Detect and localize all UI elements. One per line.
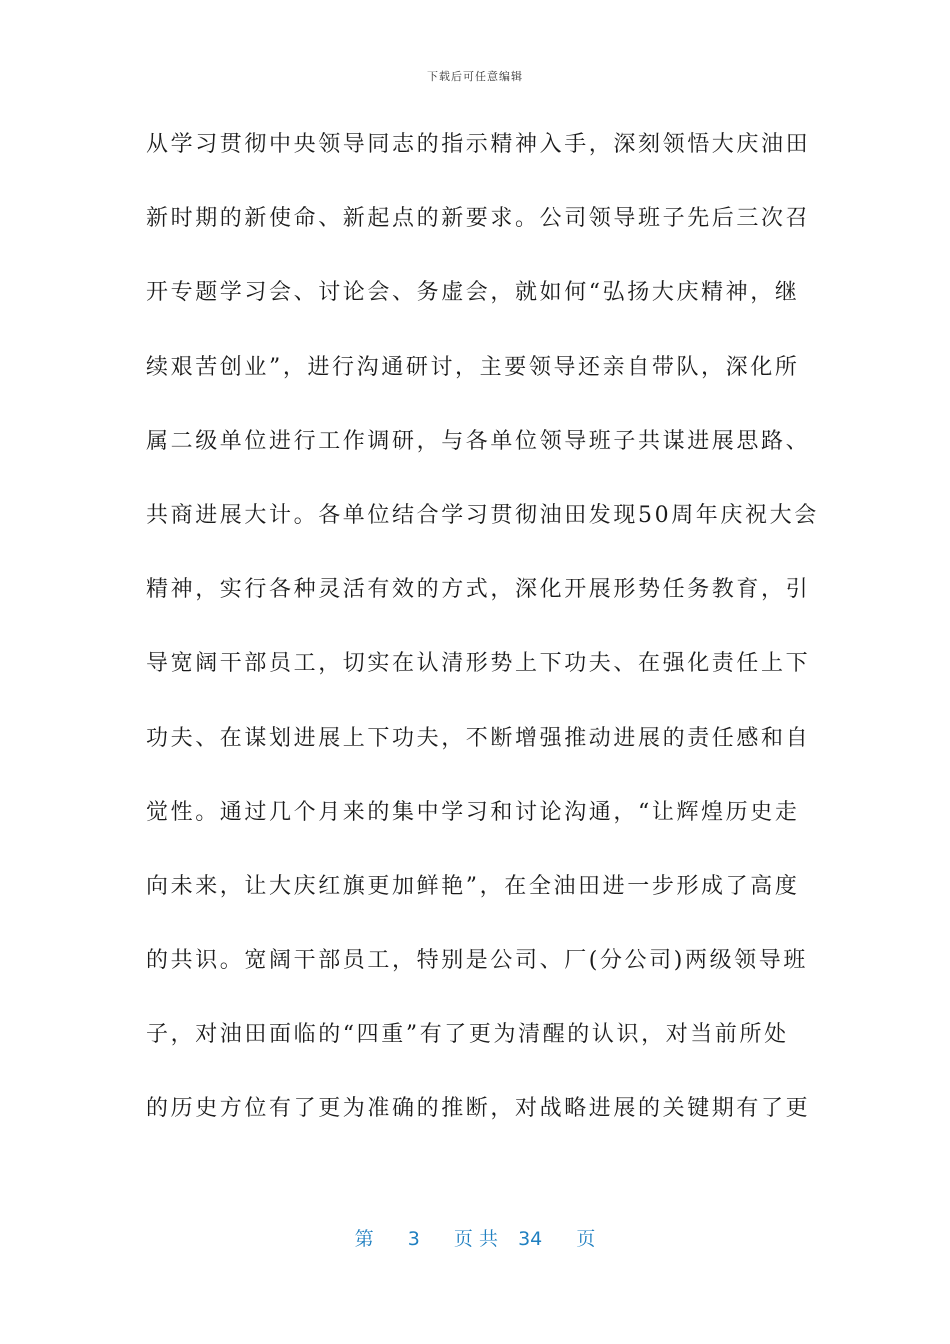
body-line: 开专题学习会、讨论会、务虚会，就如何“弘扬大庆精神，继 <box>146 280 800 306</box>
body-line: 导宽阔干部员工，切实在认清形势上下功夫、在强化责任上下 <box>146 651 811 677</box>
total-pages: 34 <box>518 1228 543 1250</box>
document-body <box>146 122 819 1161</box>
body-line: 新时期的新使命、新起点的新要求。公司领导班子先后三次召 <box>146 206 811 232</box>
body-line: 属二级单位进行工作调研，与各单位领导班子共谋进展思路、 <box>146 428 811 454</box>
body-line: 精神，实行各种灵活有效的方式，深化开展形势任务教育，引 <box>146 577 811 603</box>
body-line: 续艰苦创业”，进行沟通研讨，主要领导还亲自带队，深化所 <box>146 354 800 380</box>
body-line: 的历史方位有了更为准确的推断，对战略进展的关键期有了更 <box>146 1096 811 1122</box>
page-prefix: 第 <box>354 1228 374 1250</box>
page-number: 3 <box>407 1228 420 1250</box>
page-footer <box>0 1224 950 1251</box>
body-line: 共商进展大计。各单位结合学习贯彻油田发现50周年庆祝大会 <box>146 502 819 528</box>
body-line: 觉性。通过几个月来的集中学习和讨论沟通，“让辉煌历史走 <box>146 799 800 825</box>
body-line: 功夫、在谋划进展上下功夫，不断增强推动进展的责任感和自 <box>146 725 811 751</box>
body-line: 的共识。宽阔干部员工，特别是公司、厂(分公司)两级领导班 <box>146 948 808 974</box>
header-note: 下载后可任意编辑 <box>427 70 523 83</box>
page-suffix: 页 <box>576 1228 596 1250</box>
body-line: 向未来，让大庆红旗更加鲜艳”，在全油田进一步形成了高度 <box>146 873 800 899</box>
page-mid: 页 共 <box>453 1228 498 1250</box>
body-line: 从学习贯彻中央领导同志的指示精神入手，深刻领悟大庆油田 <box>146 132 811 157</box>
body-line: 子，对油田面临的“四重”有了更为清醒的认识，对当前所处 <box>146 1022 789 1048</box>
